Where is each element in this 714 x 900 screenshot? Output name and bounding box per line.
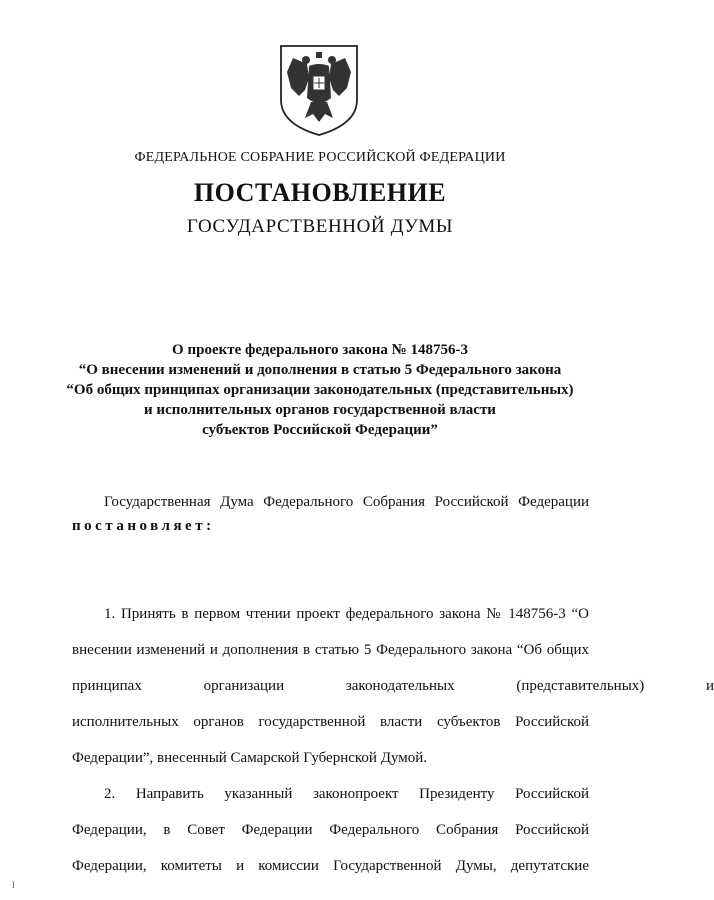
subject-line: О проекте федерального закона № 148756-3 bbox=[172, 342, 468, 358]
paragraph-line: Федерации”, внесенный Самарской Губернской Думой. bbox=[72, 750, 428, 766]
subject-line: “Об общих принципах организации законодательных (представительных) bbox=[66, 382, 574, 398]
point-1-paragraph bbox=[72, 596, 714, 776]
paragraph-line: 1. Принять в первом чтении проект федерального закона № 148756-3 “О bbox=[104, 606, 589, 622]
resolves-word: постановляет: bbox=[72, 518, 215, 534]
paragraph-line: Федерации, комитеты и комиссии Государственной Думы, депутатские bbox=[72, 858, 589, 874]
document-subject bbox=[60, 340, 580, 440]
margin-mark: I bbox=[12, 880, 15, 890]
russian-coat-of-arms-icon bbox=[275, 42, 363, 138]
paragraph-line: 2. Направить указанный законопроект Президенту Российской bbox=[104, 786, 589, 802]
point-2-paragraph bbox=[72, 776, 589, 884]
subject-line: и исполнительных органов государственной власти bbox=[144, 402, 496, 418]
paragraph-line: исполнительных органов государственной власти субъектов Российской bbox=[72, 714, 589, 730]
subject-line: субъектов Российской Федерации” bbox=[202, 422, 438, 438]
paragraph-line: внесении изменений и дополнения в статью 5 Федерального закона “Об общих bbox=[72, 642, 589, 658]
document-issuer: ГОСУДАРСТВЕННОЙ ДУМЫ bbox=[186, 216, 454, 237]
paragraph-line: принципах организации законодательных (представительных) и bbox=[72, 678, 714, 694]
preamble-text: Государственная Дума Федерального Собрания Российской Федерации bbox=[104, 494, 589, 510]
assembly-name: ФЕДЕРАЛЬНОЕ СОБРАНИЕ РОССИЙСКОЙ ФЕДЕРАЦИИ bbox=[134, 150, 506, 165]
subject-line: “О внесении изменений и дополнения в статью 5 Федерального закона bbox=[78, 362, 562, 378]
preamble-paragraph bbox=[72, 484, 589, 520]
paragraph-line: Федерации, в Совет Федерации Федерального Собрания Российской bbox=[72, 822, 589, 838]
document-type-title: ПОСТАНОВЛЕНИЕ bbox=[193, 178, 447, 207]
